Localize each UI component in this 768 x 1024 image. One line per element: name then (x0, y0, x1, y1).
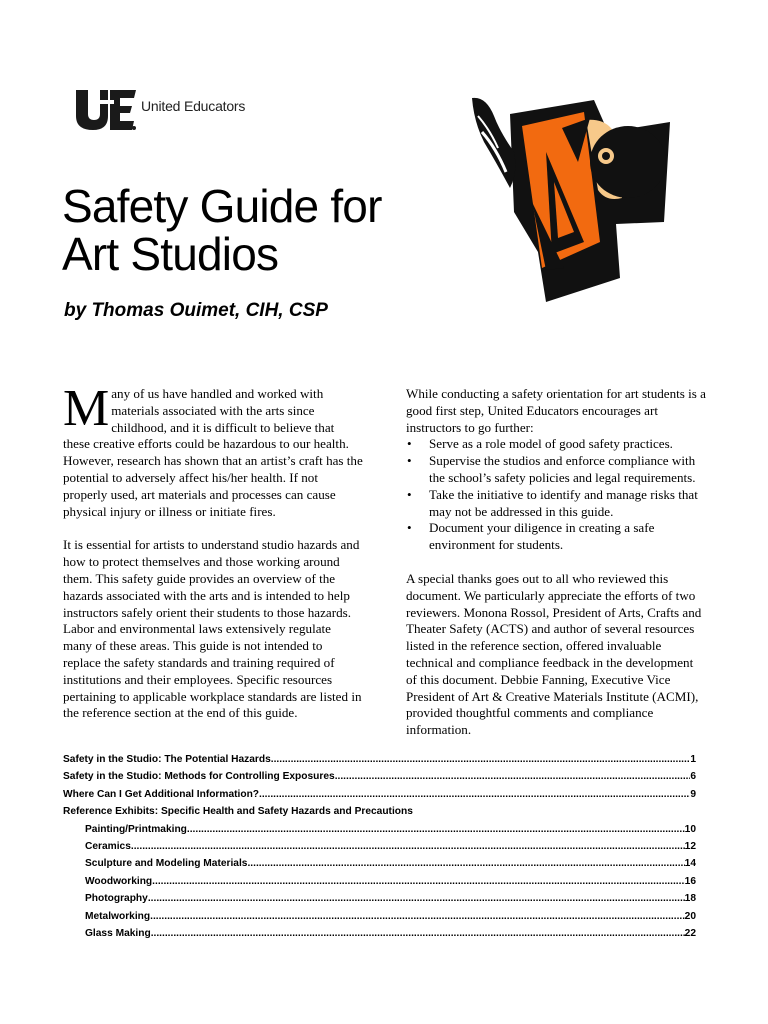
list-item: • Supervise the studios and enforce compliance with the school’s safety policies and legal requirements. (406, 453, 706, 487)
intro-paragraph (63, 380, 363, 520)
united-educators-logo (74, 86, 244, 134)
toc-page: 6 (690, 771, 696, 783)
toc-row[interactable] (63, 911, 696, 928)
right-column (406, 386, 706, 739)
title-line-2: Art Studios (62, 228, 279, 280)
toc-page: 12 (684, 840, 696, 852)
toc-page: 14 (684, 858, 696, 870)
toc-title: Ceramics (85, 840, 131, 852)
recommendations-list (406, 436, 706, 554)
ue-logo-mark-icon (74, 86, 136, 132)
toc-row[interactable] (63, 824, 696, 841)
toc-row[interactable] (63, 928, 696, 945)
toc-title: Sculpture and Modeling Materials (85, 858, 248, 870)
toc-page: 22 (684, 927, 696, 939)
toc-title: Photography (85, 893, 148, 905)
page-title (62, 182, 382, 278)
toc-title: Glass Making (85, 927, 151, 939)
title-line-1: Safety Guide for (62, 180, 382, 232)
toc-title: Metalworking (85, 910, 151, 922)
toc-row[interactable] (63, 841, 696, 858)
toc-row[interactable] (63, 771, 696, 788)
toc-title: Where Can I Get Additional Information? (63, 788, 260, 800)
author-byline: by Thomas Ouimet, CIH, CSP (64, 300, 328, 321)
overview-paragraph: It is essential for artists to understand studio hazards and how to protect themselves and those working around them. This safety guide provides an overview of the hazards associated with the arts and is intended to help instructors safely orient their students to those hazards. Labor and environmental laws extensively regulate many of these areas. This guide is not intended to replace the safety standards and training required of institutions and their employees. Specific resources pertaining to applicable workplace standards are listed in the reference section at the end of this guide. (63, 537, 362, 721)
toc-page: 20 (684, 910, 696, 922)
toc-page: 16 (684, 875, 696, 887)
acknowledgements-paragraph: A special thanks goes out to all who reviewed this document. We particularly appreciate the efforts of two reviewers. Monona Rossol, President of Arts, Crafts and Theater Safety (ACTS) and author of several resources listed in the reference section, offered invaluable technical and compliance feedback in the development of this document. Debbie Fanning, Executive Vice President of Art & Creative Materials Institute (ACMI), provided thoughtful comments and compliance information. (406, 570, 702, 738)
orientation-paragraph: While conducting a safety orientation for art students is a good first step, United Educators encourages art instructors to go further: (406, 386, 706, 435)
toc-title: Woodworking (85, 875, 153, 887)
toc-page: 10 (684, 823, 696, 835)
drop-cap: M (63, 380, 110, 437)
list-item: • Document your diligence in creating a safe environment for students. (406, 520, 706, 554)
toc-row[interactable] (63, 876, 696, 893)
list-item: • Take the initiative to identify and manage risks that may not be addressed in this guide. (406, 487, 706, 521)
list-item: • Serve as a role model of good safety practices. (406, 436, 706, 453)
toc-page: 18 (684, 893, 696, 905)
toc-section-heading (63, 806, 696, 823)
toc-row[interactable] (63, 858, 696, 875)
toc-row[interactable] (63, 754, 696, 771)
toc-title: Safety in the Studio: The Potential Hazards (63, 754, 271, 765)
left-column (63, 380, 363, 722)
toc-title: Painting/Printmaking (85, 823, 187, 835)
toc-row[interactable] (63, 789, 696, 806)
toc-page: 1 (690, 754, 696, 765)
toc-row[interactable] (63, 893, 696, 910)
table-of-contents (63, 754, 696, 945)
logo-name: United Educators (141, 98, 246, 114)
abstract-artist-palette-art (466, 92, 670, 306)
toc-page: 9 (690, 788, 696, 800)
toc-title: Reference Exhibits: Specific Health and Safety Hazards and Precautions (63, 806, 413, 818)
intro-paragraph-text: any of us have handled and worked with materials associated with the arts since childhood, and it is difficult to believe that these creative efforts could be hazardous to our health. However, research has shown that an artist’s craft has the potential to adversely affect his/her health. If not properly used, art materials and processes can cause physical injury or illness or initiate fires. (63, 386, 363, 519)
toc-title: Safety in the Studio: Methods for Controlling Exposures (63, 771, 335, 783)
